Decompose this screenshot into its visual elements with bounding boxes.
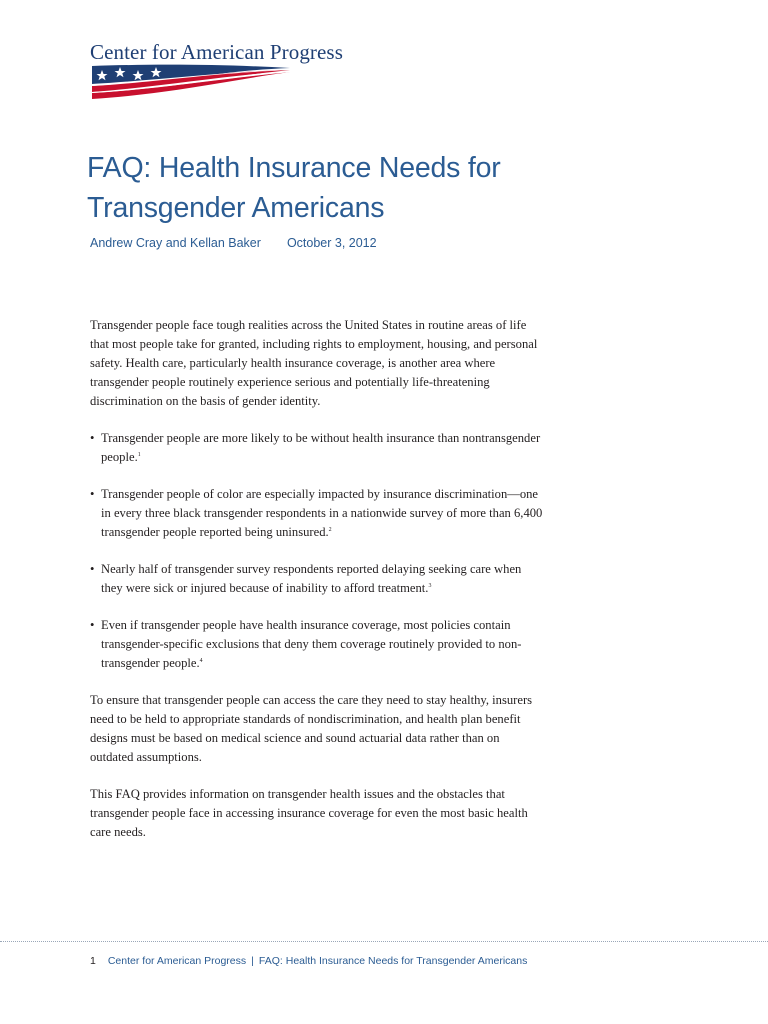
footer-org-name: Center for American Progress [107,955,247,967]
footnote-ref: 3 [428,583,432,589]
list-item [90,616,545,673]
bullet-text: Even if transgender people have health insurance coverage, most policies contain transgender-specific exclusions that deny them coverage routinely provided to non-transgender people. [101,618,522,670]
footer-separator: | [251,955,254,967]
document-body [90,316,545,860]
footer-doc-title: FAQ: Health Insurance Needs for Transgender Americans [258,955,528,967]
footnote-ref: 2 [328,527,332,533]
page-number: 1 [90,955,96,967]
list-item [90,560,545,598]
intro-paragraph: Transgender people face tough realities across the United States in routine areas of life that most people take for granted, including rights to employment, housing, and personal safety. Health care, particularly health insurance coverage, is another area where transgender people routinely experience serious and potentially life-threatening discrimination on the basis of gender identity. [90,318,538,408]
footnote-ref: 4 [199,658,203,664]
bullet-text: Transgender people of color are especially impacted by insurance discrimination—one in every three black transgender respondents in a nationwide survey of more than 6,400 transgender people reported being uninsured. [101,487,543,539]
page-footer [90,955,527,967]
logo-text: Center for American Progress [90,40,343,64]
publish-date: October 3, 2012 [286,236,377,250]
key-facts-list [90,429,545,673]
body-paragraph: To ensure that transgender people can access the care they need to stay healthy, insurers need to be held to appropriate standards of nondiscrimination, and health plan benefit designs must be based on medical science and sound actuarial data rather than on outdated assumptions. [90,693,533,764]
authors: Andrew Cray and Kellan Baker [90,236,261,250]
page-title: FAQ: Health Insurance Needs for Transgender Americans [87,152,501,224]
cap-logo [90,40,350,102]
bullet-text: Nearly half of transgender survey respondents reported delaying seeking care when they were sick or injured because of inability to afford treatment. [101,562,522,595]
footnote-ref: 1 [137,452,141,458]
list-item [90,485,545,542]
body-paragraph: This FAQ provides information on transgender health issues and the obstacles that transgender people face in accessing insurance coverage for even the most basic health care needs. [90,787,528,839]
bullet-text: Transgender people are more likely to be without health insurance than nontransgender people. [101,431,541,464]
list-item [90,429,545,467]
byline [90,236,377,250]
flag-logo-icon [90,62,295,102]
footer-divider [0,941,768,942]
